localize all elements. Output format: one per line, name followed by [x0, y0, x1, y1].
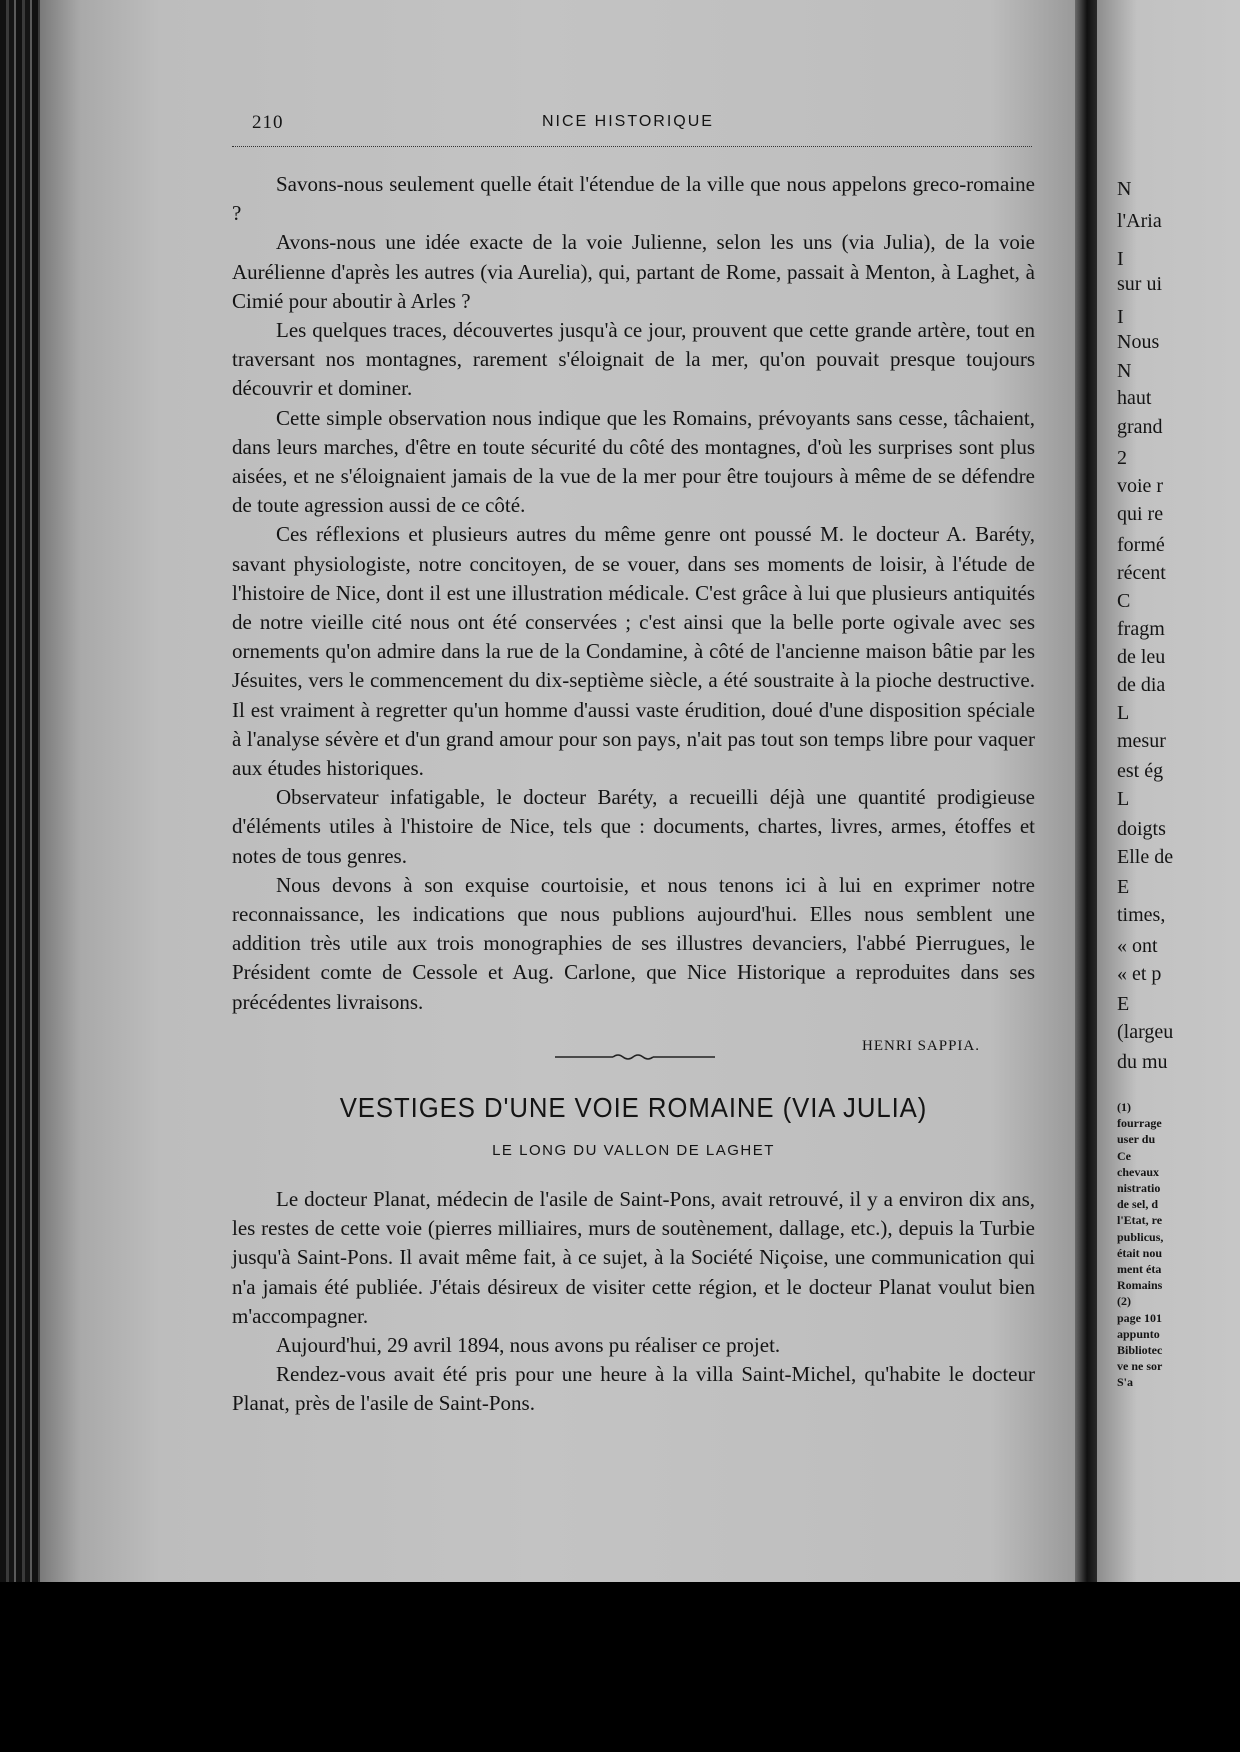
right-page-footnote-fragment: Romains	[1117, 1278, 1163, 1293]
right-page-footnote-fragment: publicus,	[1117, 1229, 1164, 1244]
right-page-line-fragment: formé	[1117, 534, 1165, 556]
right-page-line-fragment: I	[1117, 306, 1124, 328]
right-page-line-fragment: (largeu	[1117, 1021, 1174, 1043]
right-page-line-fragment: Elle de	[1117, 846, 1174, 868]
preface-paragraph: Observateur infatigable, le docteur Baréty, a recueilli déjà une quantité prodigieuse d'éléments utiles à l'histoire de Nice, tels que : documents, chartes, livres, armes, étoffes et notes de tous genres.	[232, 785, 1035, 868]
right-page-line-fragment: l'Aria	[1117, 210, 1162, 232]
right-page-footnote-fragment: appunto	[1117, 1326, 1160, 1341]
right-page-line-fragment: L	[1117, 788, 1130, 810]
article-paragraph: Le docteur Planat, médecin de l'asile de Saint-Pons, avait retrouvé, il y a environ dix ans, les restes de cette voie (pierres milliaires, murs de soutènement, dallage, etc.), depuis la Turbie jusqu'à Saint-Pons. Il avait même fait, à ce sujet, à la Société Niçoise, une communication qui n'a jamais été publiée. J'étais désireux de visiter cette région, et le docteur Planat voulut bien m'accompagner.	[232, 1187, 1035, 1328]
right-page-footnote-fragment: (2)	[1117, 1294, 1131, 1309]
right-page-footnote-fragment: était nou	[1117, 1245, 1162, 1260]
right-page-footnote-fragment: ve ne sor	[1117, 1359, 1163, 1374]
right-page-footnote-fragment: de sel, d	[1117, 1197, 1159, 1212]
right-page-line-fragment: « ont	[1117, 935, 1158, 957]
scan-background	[0, 1582, 1240, 1752]
right-page-line-fragment: « et p	[1117, 963, 1162, 985]
page-number: 210	[252, 112, 284, 133]
right-page-line-fragment: E	[1117, 876, 1130, 898]
right-page-line-fragment: 2	[1117, 447, 1127, 469]
right-page-footnote-fragment: user du	[1117, 1132, 1156, 1147]
right-page-line-fragment: N	[1117, 178, 1132, 200]
right-page-line-fragment: est ég	[1117, 760, 1164, 782]
article-paragraph: Aujourd'hui, 29 avril 1894, nous avons pu réaliser ce projet.	[276, 1333, 781, 1358]
right-page-footnote-fragment: S'a	[1117, 1375, 1134, 1390]
preface-paragraph: Ces réflexions et plusieurs autres du même genre ont poussé M. le docteur A. Baréty, savant physiologiste, notre concitoyen, de se vouer, dans ses moments de loisir, à l'étude de l'histoire de Nice, dont il est une illustration médicale. C'est grâce à lui que plusieurs antiquités de notre vieille cité nous ont été conservées ; c'est ainsi que la belle porte ogivale avec ses ornements qu'on admire dans la rue de la Condamine, à côté de l'ancienne maison bâtie par les Jésuites, vers le commencement du dix-septième siècle, a été soustraite à la pioche destructive. Il est vraiment à regretter qu'un homme d'aussi vaste érudition, doué d'une disposition spéciale à l'analyse sévère et d'un grand amour pour son pays, n'ait pas tout son temps libre pour vaquer aux études historiques.	[232, 522, 1035, 781]
article-paragraph: Rendez-vous avait été pris pour une heure à la villa Saint-Michel, qu'habite le docteur Planat, près de l'asile de Saint-Pons.	[232, 1362, 1035, 1416]
preface-paragraph: Nous devons à son exquise courtoisie, et nous tenons ici à lui en exprimer notre reconnaissance, les indications que nous publions aujourd'hui. Elles nous semblent une addition très utile aux trois monographies de ses illustres devanciers, l'abbé Pierrugues, le Président comte de Cessole et Aug. Carlone, que Nice Historique a reproduites dans ses précédentes livraisons.	[232, 872, 1035, 1014]
author-signature: HENRI SAPPIA.	[862, 1038, 981, 1054]
right-page-line-fragment: récent	[1117, 562, 1166, 584]
preface-paragraph: Savons-nous seulement quelle était l'étendue de la ville que nous appelons greco-romaine ?	[232, 172, 1035, 226]
preface-paragraph: Cette simple observation nous indique que les Romains, prévoyants sans cesse, tâchaient, dans leurs marches, d'être en toute sécurité du côté des montagnes, d'où les surprises sont plus aisées, et ne s'éloignaient jamais de la vue de la mer pour être toujours à même de se défendre de toute agression aussi de ce côté.	[232, 405, 1035, 518]
right-page-line-fragment: C	[1117, 590, 1131, 612]
right-page-line-fragment: haut	[1117, 387, 1152, 409]
right-page-line-fragment: fragm	[1117, 618, 1165, 640]
right-page-line-fragment: mesur	[1117, 730, 1166, 752]
right-page-line-fragment: voie r	[1117, 475, 1164, 497]
right-page-line-fragment: de leu	[1117, 646, 1166, 668]
running-title: NICE HISTORIQUE	[542, 113, 714, 130]
right-page-footnote-fragment: Bibliotec	[1117, 1343, 1163, 1357]
right-page-line-fragment: Nous	[1117, 331, 1160, 353]
preface-text	[232, 170, 1035, 1017]
right-page-line-fragment: doigts	[1117, 818, 1166, 840]
right-page-line-fragment: grand	[1117, 416, 1163, 438]
book-binding-edge	[0, 0, 40, 1582]
preface-paragraph: Avons-nous une idée exacte de la voie Julienne, selon les uns (via Julia), de la voie Aurélienne d'après les autres (via Aurelia), qui, partant de Rome, passait à Menton, à Laghet, à Cimié pour aboutir à Arles ?	[232, 230, 1035, 313]
right-page-footnote-fragment: (1)	[1117, 1100, 1131, 1114]
right-page-footnote-fragment: page 101	[1117, 1310, 1162, 1325]
ornamental-divider	[555, 1052, 715, 1062]
right-page-line-fragment: L	[1117, 702, 1130, 724]
article-subtitle: LE LONG DU VALLON DE LAGHET	[492, 1142, 775, 1159]
right-page-footnote-fragment: ment éta	[1117, 1262, 1162, 1276]
preface-paragraph: Les quelques traces, découvertes jusqu'à ce jour, prouvent que cette grande artère, tout en traversant nos montagnes, rarement s'éloignait de la mer, qu'on pouvait presque toujours découvrir et dominer.	[232, 318, 1035, 401]
right-page-line-fragment: I	[1117, 248, 1124, 270]
running-header	[232, 110, 1032, 147]
article-title: VESTIGES D'UNE VOIE ROMAINE (VIA JULIA)	[339, 1092, 928, 1123]
right-page-footnote-fragment: Ce	[1117, 1148, 1131, 1163]
right-page-footnote-fragment: fourrage	[1117, 1116, 1162, 1131]
article-text	[232, 1185, 1035, 1419]
right-page-line-fragment: de dia	[1117, 674, 1166, 696]
right-page-footnote-fragment: l'Etat, re	[1117, 1213, 1163, 1228]
right-page-partial	[1097, 0, 1240, 1582]
right-page-footnote-fragment: nistratio	[1117, 1181, 1161, 1195]
right-page-line-fragment: E	[1117, 993, 1130, 1015]
right-page-footnote-fragment: chevaux	[1117, 1164, 1159, 1179]
right-page-line-fragment: du mu	[1117, 1051, 1168, 1073]
right-page-line-fragment: sur ui	[1117, 273, 1162, 295]
book-gutter	[1075, 0, 1097, 1582]
right-page-line-fragment: N	[1117, 360, 1132, 382]
right-page-line-fragment: qui re	[1117, 503, 1164, 525]
right-page-line-fragment: times,	[1117, 904, 1166, 926]
